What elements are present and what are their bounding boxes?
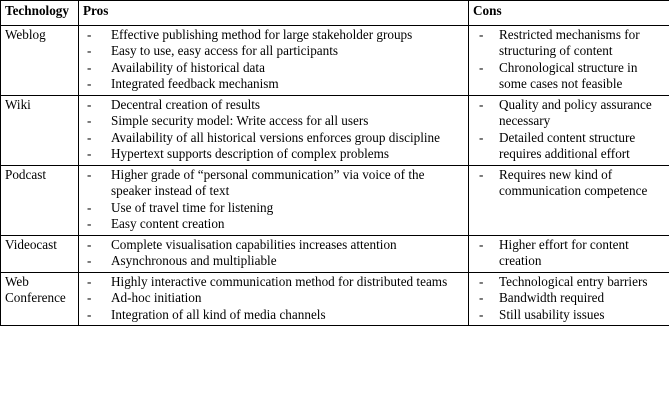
pros-list-item [83, 76, 464, 93]
cons-list-item [473, 167, 665, 200]
cons-list-item [473, 290, 665, 307]
technology-cell: Wiki [1, 95, 79, 165]
bullet-dash: - [87, 236, 92, 252]
technology-cell: Web Conference [1, 272, 79, 326]
bullet-dash: - [87, 26, 92, 42]
bullet-dash: - [87, 273, 92, 289]
cons-list [473, 274, 665, 324]
cons-list-item [473, 130, 665, 163]
cons-item-text: Technological entry barriers [499, 273, 648, 289]
cons-item-text: Requires new kind of communication competence [499, 166, 648, 198]
pros-item-text: Ad-hoc initiation [111, 290, 202, 305]
cons-list-item [473, 274, 665, 291]
technology-cell: Weblog [1, 25, 79, 95]
cons-cell [469, 25, 669, 95]
pros-list-item [83, 146, 464, 163]
cons-list [473, 97, 665, 163]
cons-item-text: Bandwidth required [499, 290, 605, 305]
pros-item-text: Hypertext supports description of complex problems [111, 146, 389, 161]
pros-list-item [83, 237, 464, 254]
bullet-dash: - [87, 216, 92, 231]
pros-item-text: Easy content creation [111, 216, 225, 231]
bullet-dash: - [87, 96, 92, 112]
bullet-dash: - [479, 59, 484, 75]
cons-list [473, 237, 665, 270]
bullet-dash: - [87, 146, 92, 161]
bullet-dash: - [479, 26, 484, 42]
pros-list-item [83, 113, 464, 130]
pros-item-text: Higher grade of “personal communication” via voice of the speaker instead of text [111, 166, 425, 198]
pros-item-text: Simple security model: Write access for all users [111, 113, 369, 128]
bullet-dash: - [87, 306, 92, 322]
pros-list-item [83, 43, 464, 60]
bullet-dash: - [87, 290, 92, 305]
cons-cell [469, 95, 669, 165]
pros-item-text: Integrated feedback mechanism [111, 76, 279, 91]
cons-item-text: Detailed content structure requires additional effort [499, 129, 636, 161]
header-technology: Technology [1, 1, 79, 26]
pros-item-text: Integration of all kind of media channels [111, 306, 326, 322]
pros-list-item [83, 307, 464, 324]
bullet-dash: - [87, 253, 92, 268]
bullet-dash: - [479, 166, 484, 182]
pros-list [83, 27, 464, 93]
pros-list-item [83, 130, 464, 147]
pros-list-item [83, 274, 464, 291]
pros-list-item [83, 200, 464, 217]
bullet-dash: - [479, 236, 484, 252]
pros-item-text: Use of travel time for listening [111, 199, 274, 215]
bullet-dash: - [87, 113, 92, 128]
pros-item-text: Availability of all historical versions enforces group discipline [111, 129, 440, 145]
pros-list-item [83, 97, 464, 114]
bullet-dash: - [87, 43, 92, 58]
pros-item-text: Easy to use, easy access for all participants [111, 43, 339, 58]
table-row [1, 95, 669, 165]
header-cons: Cons [469, 1, 669, 26]
pros-list-item [83, 253, 464, 270]
bullet-dash: - [87, 166, 92, 182]
cons-list [473, 27, 665, 93]
bullet-dash: - [87, 199, 92, 215]
technology-cell: Podcast [1, 165, 79, 235]
cons-cell [469, 272, 669, 326]
table-row [1, 165, 669, 235]
pros-item-text: Availability of historical data [111, 59, 265, 75]
bullet-dash: - [479, 129, 484, 145]
pros-item-text: Effective publishing method for large stakeholder groups [111, 26, 413, 42]
technology-cell: Videocast [1, 235, 79, 272]
pros-item-text: Highly interactive communication method for distributed teams [111, 273, 448, 289]
cons-list-item [473, 97, 665, 130]
cons-cell [469, 235, 669, 272]
cons-item-text: Quality and policy assurance necessary [499, 96, 652, 128]
cons-list-item [473, 237, 665, 270]
pros-list [83, 274, 464, 324]
pros-list [83, 97, 464, 163]
pros-list [83, 167, 464, 233]
cons-list [473, 167, 665, 200]
cons-list-item [473, 307, 665, 324]
pros-list-item [83, 60, 464, 77]
cons-cell [469, 165, 669, 235]
pros-item-text: Asynchronous and multipliable [111, 253, 277, 268]
cons-item-text: Higher effort for content creation [499, 236, 629, 268]
pros-cell [79, 272, 469, 326]
cons-list-item [473, 27, 665, 60]
pros-list-item [83, 216, 464, 233]
pros-cell [79, 235, 469, 272]
table-row [1, 235, 669, 272]
cons-item-text: Restricted mechanisms for structuring of content [499, 26, 640, 58]
bullet-dash: - [479, 273, 484, 289]
bullet-dash: - [87, 129, 92, 145]
header-pros: Pros [79, 1, 469, 26]
table-body [1, 25, 669, 326]
table-row [1, 25, 669, 95]
pros-cell [79, 95, 469, 165]
table-row [1, 272, 669, 326]
pros-list-item [83, 290, 464, 307]
pros-cell [79, 165, 469, 235]
cons-item-text: Chronological structure in some cases not feasible [499, 59, 638, 91]
pros-item-text: Decentral creation of results [111, 96, 261, 112]
pros-cell [79, 25, 469, 95]
bullet-dash: - [479, 290, 484, 305]
bullet-dash: - [479, 306, 484, 322]
header-row [1, 1, 669, 26]
cons-list-item [473, 60, 665, 93]
pros-list-item [83, 27, 464, 44]
bullet-dash: - [87, 76, 92, 91]
pros-list [83, 237, 464, 270]
bullet-dash: - [479, 96, 484, 112]
bullet-dash: - [87, 59, 92, 75]
pros-list-item [83, 167, 464, 200]
pros-item-text: Complete visualisation capabilities increases attention [111, 236, 397, 252]
cons-item-text: Still usability issues [499, 306, 605, 322]
